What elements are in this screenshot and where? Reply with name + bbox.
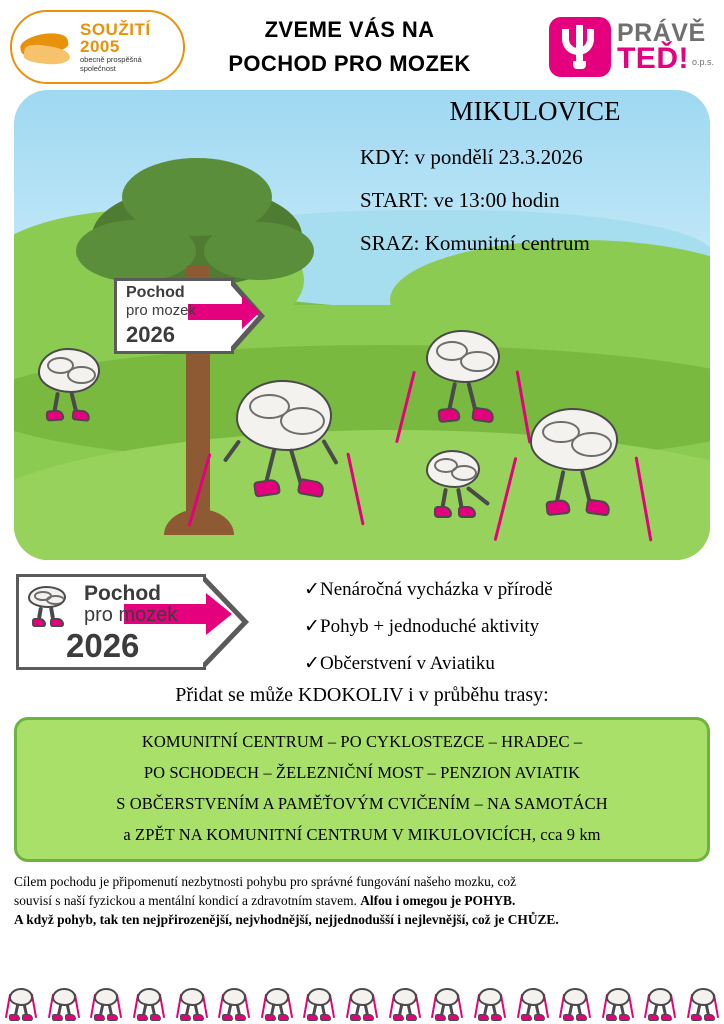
- logo-souziti-subtitle: [80, 56, 151, 73]
- bullet-label: Nenáročná vycházka v přírodě: [320, 579, 553, 600]
- footer-line-2b: Alfou i omegou je POHYB.: [360, 893, 516, 909]
- join-invitation: Přidat se může KDOKOLIV i v průběhu trasy:: [175, 684, 549, 706]
- logo-souziti-subtitle-2: společnost: [80, 63, 116, 73]
- list-item: [304, 652, 553, 675]
- bullet-label: Občerstvení v Aviatiku: [320, 653, 495, 674]
- walking-brain-icon: [219, 986, 249, 1022]
- brain-u-icon: [549, 17, 611, 77]
- logo-souziti-2005: [10, 10, 185, 84]
- page-title-line1: ZVEME VÁS NA: [264, 16, 435, 42]
- list-item: [304, 615, 553, 638]
- walking-brain-icon: [236, 380, 332, 484]
- logo-prave-ted: [514, 14, 714, 80]
- mid-sign-line3: 2026: [66, 627, 140, 664]
- route-line: KOMUNITNÍ CENTRUM – PO CYKLOSTEZCE – HRADEC –: [141, 732, 583, 751]
- walking-brain-icon: [177, 986, 207, 1022]
- walking-brain-icon: [426, 330, 500, 408]
- walking-brain-icon: [432, 986, 462, 1022]
- poster-header: [0, 0, 724, 90]
- illustration-sign-line2: pro mozek: [126, 302, 197, 319]
- tree-crown-top-icon: [122, 158, 272, 236]
- list-item: [304, 578, 553, 601]
- logo-prave-ted-text: [616, 18, 714, 75]
- walking-brain-icon: [530, 408, 618, 500]
- route-line: a ZPĚT NA KOMUNITNÍ CENTRUM V MIKULOVICÍCH, cca 9 km: [123, 825, 601, 844]
- check-icon: ✓: [304, 579, 320, 600]
- mid-section: [0, 574, 724, 682]
- bottom-brain-strip: [0, 984, 724, 1024]
- walking-brain-icon: [91, 986, 121, 1022]
- footer-line-2: [14, 891, 710, 910]
- event-when: KDY: v pondělí 23.3.2026: [360, 145, 583, 169]
- illustration-scene: [14, 90, 710, 560]
- logo-souziti-text: [80, 21, 151, 74]
- event-meeting-point: SRAZ: Komunitní centrum: [360, 231, 590, 255]
- event-city: MIKULOVICE: [449, 96, 621, 126]
- feature-bullet-list: [304, 574, 553, 689]
- illustration-signpost: [114, 278, 264, 354]
- logo-ted-word: TEĎ!: [616, 41, 689, 75]
- walking-brain-icon: [49, 986, 79, 1022]
- logo-souziti-name: SOUŽITÍ: [80, 19, 151, 39]
- walking-brain-icon: [6, 986, 36, 1022]
- walking-brain-icon: [645, 986, 675, 1022]
- two-hands-icon: [18, 24, 76, 70]
- check-icon: ✓: [304, 653, 320, 674]
- footer-line-2a: souvisí s naší fyzickou a mentální kondicí a zdravotním stavem.: [14, 893, 361, 909]
- page-title: [185, 13, 514, 81]
- logo-souziti-subtitle-1: obecně prospěšná: [80, 55, 142, 65]
- route-line: PO SCHODECH – ŽELEZNIČNÍ MOST – PENZION AVIATIK: [143, 763, 581, 782]
- logo-prave-word: PRÁVĚ: [616, 18, 706, 47]
- pochod-pro-mozek-signpost: [16, 574, 252, 670]
- walking-brain-icon: [518, 986, 548, 1022]
- page-title-line2: POCHOD PRO MOZEK: [228, 51, 471, 76]
- footer-line-3: A když pohyb, tak ten nejpřirozenější, nejvhodnější, nejjednodušší i nejlevnější, což je CHŮZE.: [14, 912, 559, 928]
- walking-brain-icon: [134, 986, 164, 1022]
- logo-ops-suffix: o.p.s.: [691, 56, 714, 67]
- walking-brain-icon: [426, 450, 480, 506]
- walking-brain-icon: [347, 986, 377, 1022]
- event-start: START: ve 13:00 hodin: [360, 188, 560, 212]
- walking-brain-icon: [475, 986, 505, 1022]
- walking-brain-icon: [560, 986, 590, 1022]
- route-box: [14, 717, 710, 862]
- route-line: S OBČERSTVENÍM A PAMĚŤOVÝM CVIČENÍM – NA SAMOTÁCH: [116, 794, 608, 813]
- walking-brain-icon: [28, 586, 80, 630]
- walking-brain-icon: [262, 986, 292, 1022]
- walking-brain-icon: [390, 986, 420, 1022]
- footer-description: [14, 872, 710, 929]
- walking-brain-icon: [304, 986, 334, 1022]
- logo-souziti-year: 2005: [80, 36, 120, 56]
- bullet-label: Pohyb + jednoduché aktivity: [320, 616, 540, 637]
- illustration-sign-line1: Pochod: [126, 284, 185, 301]
- walking-brain-icon: [603, 986, 633, 1022]
- mid-sign-line2: pro mozek: [84, 604, 178, 626]
- footer-line-1: Cílem pochodu je připomenutí nezbytnosti pohybu pro správné fungování našeho mozku, což: [14, 874, 517, 889]
- check-icon: ✓: [304, 616, 320, 637]
- walking-brain-icon: [38, 348, 100, 414]
- walking-brain-icon: [688, 986, 718, 1022]
- illustration-sign-line3: 2026: [126, 322, 175, 347]
- event-info: [360, 96, 710, 274]
- mid-sign-line1: Pochod: [84, 582, 161, 605]
